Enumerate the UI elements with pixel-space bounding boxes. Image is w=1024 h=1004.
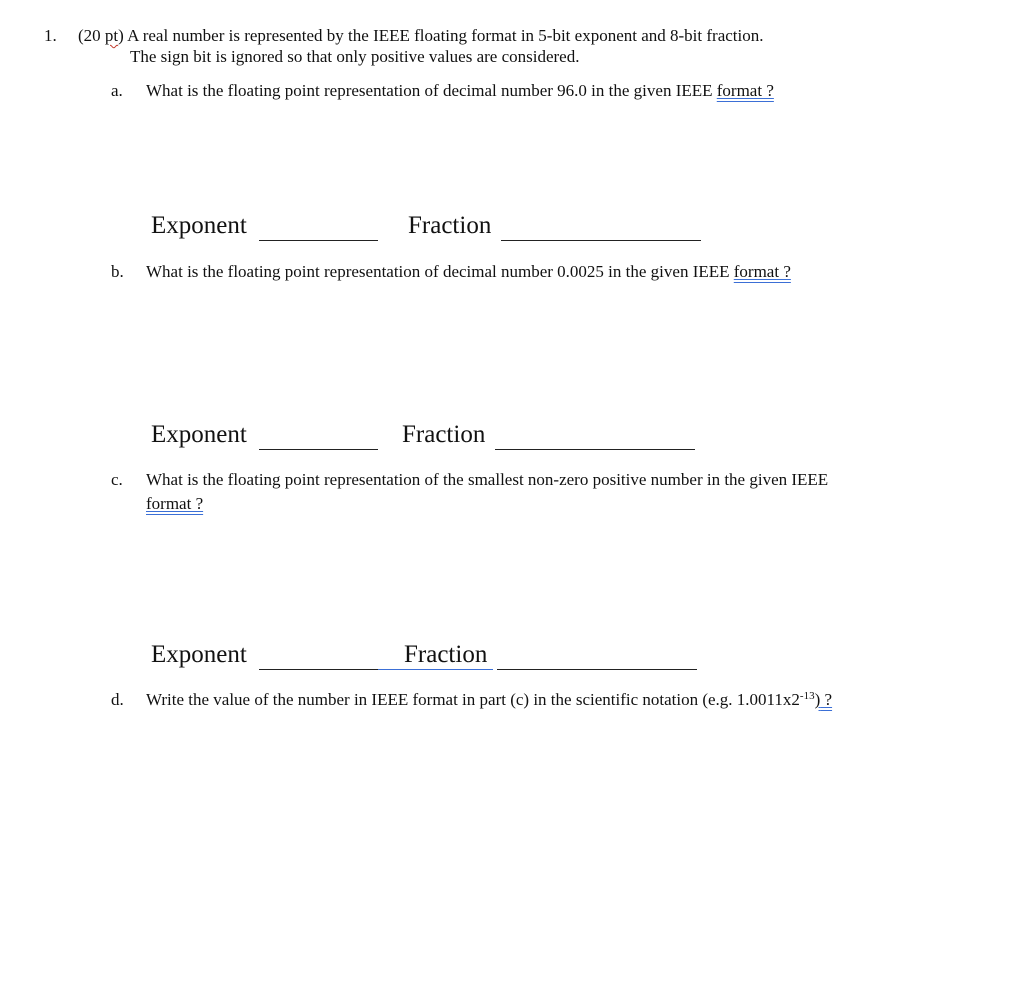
part-a-label: a. (111, 81, 123, 100)
part-a-exponent-label: Exponent (151, 212, 247, 239)
part-b-exponent-blank[interactable] (259, 449, 378, 450)
part-c-text: What is the floating point representation of the smallest non-zero positive number in the given IEEE (146, 470, 829, 489)
question-number: 1. (44, 26, 57, 45)
part-b-fraction-label: Fraction (402, 421, 486, 448)
part-c-exponent-label: Exponent (151, 641, 247, 668)
part-b-exponent-label: Exponent (151, 421, 247, 448)
question-intro-line1: (20 pt) A real number is represented by the IEEE floating format in 5-bit exponent and 8-bit fraction. (78, 26, 764, 45)
part-c-fraction-blank[interactable] (497, 669, 697, 670)
part-b-fraction-blank[interactable] (495, 449, 695, 450)
part-b-text: What is the floating point representation of decimal number 0.0025 in the given IEEE format ? (146, 262, 791, 281)
part-c-fraction-underline (378, 669, 493, 670)
part-c-label: c. (111, 470, 123, 489)
part-d-text: Write the value of the number in IEEE format in part (c) in the scientific notation (e.g. $1.0011x2^{-13}$) ? (146, 690, 833, 709)
part-d-exponent-superscript: -13 (799, 690, 815, 702)
part-a-fraction-blank[interactable] (501, 240, 701, 241)
part-c-fraction-label: Fraction (404, 641, 488, 668)
part-c-exponent-blank[interactable] (259, 669, 378, 670)
part-a-fraction-label: Fraction (408, 212, 492, 239)
part-d-label: d. (111, 690, 124, 709)
part-a-exponent-blank[interactable] (259, 240, 378, 241)
part-a-text: What is the floating point representation of decimal number 96.0 in the given IEEE format ? (146, 81, 774, 100)
part-c-text-tail: format ? (146, 494, 204, 513)
part-b-label: b. (111, 262, 124, 281)
question-intro-line2: The sign bit is ignored so that only positive values are considered. (130, 47, 580, 66)
